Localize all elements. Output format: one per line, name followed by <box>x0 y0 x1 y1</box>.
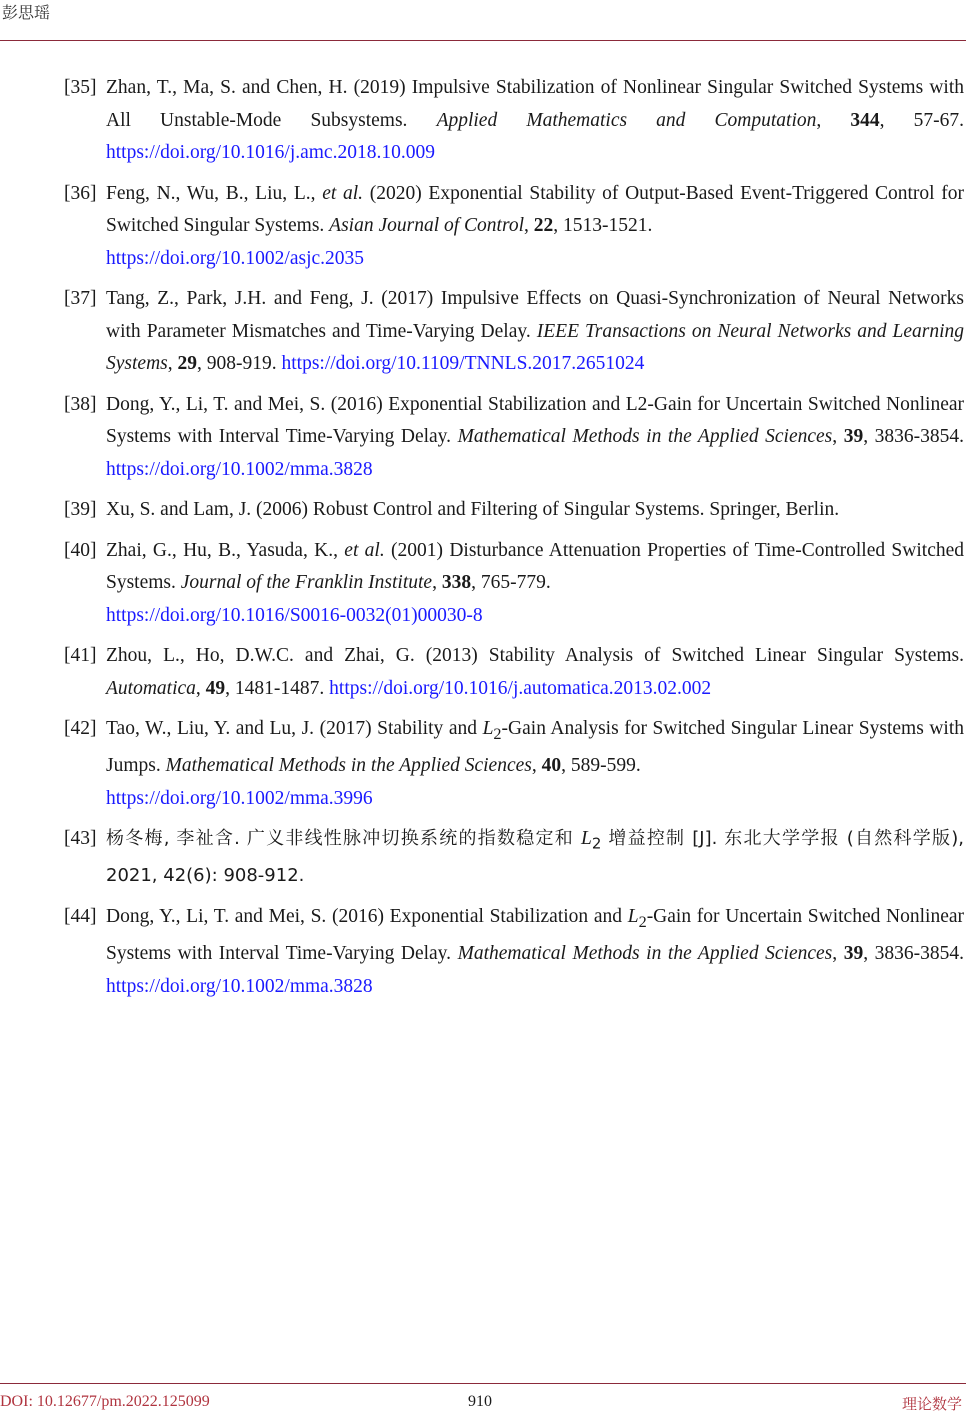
reference-doi-link[interactable]: https://doi.org/10.1016/j.automatica.2013.02.002 <box>329 677 712 699</box>
reference-number: [41] <box>64 645 97 666</box>
reference-body: Tao, W., Liu, Y. and Lu, J. (2017) Stability and $L_2$-Gain Analysis for Switched Singular Linear Systems with Jumps. Mathematical Methods in the Applied Sciences, 40, 589-599. https://doi.org/10.1002/mma.3996 <box>106 713 964 815</box>
reference-journal: Automatica <box>106 677 196 699</box>
math-symbol: L <box>627 905 639 927</box>
reference-body: Zhai, G., Hu, B., Yasuda, K., et al. (2001) Disturbance Attenuation Properties of Time-Controlled Switched Systems. Journal of the Franklin Institute, 338, 765-779. https://doi.org/10.1016/S0016-0032(01)00030-8 <box>106 535 964 633</box>
reference-number: [42] <box>64 718 97 739</box>
reference-body: Zhou, L., Ho, D.W.C. and Zhai, G. (2013) Stability Analysis of Switched Linear Singular Systems. Automatica, 49, 1481-1487. https://doi.org/10.1016/j.automatica.2013.02.002 <box>106 645 964 699</box>
reference-text: 杨冬梅, 李祉含. 广义非线性脉冲切换系统的指数稳定和 <box>106 828 574 850</box>
reference-text: 增益控制 [J]. 东北大学学报 (自然科学版), 2021, 42(6): 908-912. <box>106 828 964 887</box>
reference-number: [37] <box>64 288 97 309</box>
reference-authors-title: Zhan, T., Ma, S. and Chen, H. (2019) Impulsive Stabilization of Nonlinear Singular Switched Systems with All Unstable-Mode Subsystems. <box>106 77 964 131</box>
reference-volume: 29 <box>177 353 197 374</box>
reference-item-41 <box>64 640 964 705</box>
reference-pages: , 3836-3854. <box>863 943 965 965</box>
reference-doi-link[interactable]: https://doi.org/10.1109/TNNLS.2017.2651024 <box>281 353 645 374</box>
reference-doi-link[interactable]: https://doi.org/10.1016/j.amc.2018.10.009 <box>106 142 435 163</box>
reference-journal: Mathematical Methods in the Applied Sciences <box>457 426 833 447</box>
reference-journal: Mathematical Methods in the Applied Sciences <box>165 755 532 777</box>
reference-journal: Asian Journal of Control <box>329 215 525 236</box>
page-number: 910 <box>468 1393 492 1410</box>
reference-body: Dong, Y., Li, T. and Mei, S. (2016) Exponential Stabilization and $L_2$-Gain for Uncertain Switched Nonlinear Systems with Interval Time-Varying Delay. Mathematical Methods in the Applied Sciences, 39, 3836-3854. https://doi.org/10.1002/mma.3828 <box>106 905 965 997</box>
reference-number: [44] <box>64 905 97 927</box>
reference-volume: 338 <box>441 572 472 593</box>
reference-pages: , 589-599. <box>561 755 641 777</box>
reference-item-44 <box>64 901 964 1003</box>
reference-body: Dong, Y., Li, T. and Mei, S. (2016) Exponential Stabilization and L2-Gain for Uncertain Switched Nonlinear Systems with Interval Time-Varying Delay. Mathematical Methods in the Applied Sciences, 39, 3836-3854. https://doi.org/10.1002/mma.3828 <box>106 393 965 480</box>
reference-journal: Mathematical Methods in the Applied Sciences <box>457 943 833 965</box>
reference-volume: 39 <box>843 426 864 447</box>
reference-body: Feng, N., Wu, B., Liu, L., et al. (2020) Exponential Stability of Output-Based Event-Triggered Control for Switched Singular Systems. Asian Journal of Control, 22, 1513-1521. https://doi.org/10.1002/asjc.2035 <box>106 178 964 276</box>
math-symbol: L <box>580 828 592 850</box>
header-divider <box>0 40 966 41</box>
reference-etal: et al. <box>322 182 364 204</box>
reference-etal: et al. <box>344 539 385 561</box>
reference-pages: , 1513-1521. <box>553 215 653 236</box>
reference-authors-title: Tang, Z., Park, J.H. and Feng, J. (2017) Impulsive Effects on Quasi-Synchronization of Neural Networks with Parameter Mismatches and Time-Varying Delay. <box>106 288 964 342</box>
reference-number: [38] <box>64 393 97 415</box>
footer-divider <box>0 1383 966 1384</box>
reference-item-38 <box>64 389 964 487</box>
math-subscript: 2 <box>591 834 602 853</box>
reference-doi-link[interactable]: https://doi.org/10.1002/mma.3996 <box>106 787 373 809</box>
reference-item-39 <box>64 494 964 527</box>
reference-title: -Gain for Uncertain Switched Nonlinear Systems with Interval Time-Varying Delay. <box>106 905 965 965</box>
reference-number: [36] <box>64 182 97 204</box>
reference-number: [43] <box>64 828 97 850</box>
reference-number: [39] <box>64 499 97 520</box>
reference-item-36 <box>64 178 964 276</box>
reference-doi-link[interactable]: https://doi.org/10.1002/mma.3828 <box>106 458 373 480</box>
reference-item-40 <box>64 535 964 633</box>
reference-number: [40] <box>64 539 97 561</box>
reference-item-35 <box>64 72 964 170</box>
reference-title: (2001) Disturbance Attenuation Properties of Time-Controlled Switched Systems. <box>106 539 965 593</box>
reference-item-37 <box>64 283 964 381</box>
reference-title: -Gain Analysis for Switched Singular Linear Systems with Jumps. <box>106 718 965 777</box>
reference-item-42 <box>64 713 964 815</box>
math-subscript: 2 <box>638 912 647 931</box>
reference-body: Tang, Z., Park, J.H. and Feng, J. (2017) Impulsive Effects on Quasi-Synchronization of Neural Networks with Parameter Mismatches and Time-Varying Delay. IEEE Transactions on Neural Networks and Learning Systems, 29, 908-919. https://doi.org/10.1109/TNNLS.2017.2651024 <box>106 288 965 374</box>
math-subscript: 2 <box>493 724 502 743</box>
reference-authors: Tao, W., Liu, Y. and Lu, J. (2017) Stability and <box>106 718 477 739</box>
reference-doi-link[interactable]: https://doi.org/10.1002/asjc.2035 <box>106 247 365 269</box>
reference-title: (2020) Exponential Stability of Output-Based Event-Triggered Control for Switched Singular Systems. <box>106 182 965 236</box>
reference-volume: 22 <box>533 215 554 236</box>
reference-volume: 40 <box>541 755 562 777</box>
reference-body <box>106 823 964 893</box>
footer-doi: DOI: 10.12677/pm.2022.125099 <box>0 1393 210 1410</box>
reference-volume: 39 <box>843 943 864 965</box>
reference-authors: Zhai, G., Hu, B., Yasuda, K., <box>106 539 338 561</box>
reference-body: Zhan, T., Ma, S. and Chen, H. (2019) Impulsive Stabilization of Nonlinear Singular Switched Systems with All Unstable-Mode Subsystems. Applied Mathematics and Computation, 344, 57-67. https://doi.org/10.1016/j.amc.2018.10.009 <box>106 77 965 163</box>
reference-volume: 344 <box>850 109 880 131</box>
reference-authors: Feng, N., Wu, B., Liu, L., <box>106 182 316 204</box>
header-author: 彭思瑶 <box>2 3 51 22</box>
reference-journal: Applied Mathematics and Computation <box>436 109 817 131</box>
reference-journal: IEEE Transactions on Neural Networks and Learning Systems <box>106 320 965 374</box>
reference-pages: , 57-67. <box>879 109 965 131</box>
reference-number: [35] <box>64 77 97 98</box>
reference-authors: Dong, Y., Li, T. and Mei, S. (2016) Exponential Stabilization and <box>106 905 622 927</box>
reference-pages: , 908-919. <box>197 353 277 374</box>
reference-authors-title: Zhou, L., Ho, D.W.C. and Zhai, G. (2013) Stability Analysis of Switched Linear Singular Systems. <box>106 645 964 666</box>
reference-pages: , 765-779. <box>471 572 551 593</box>
reference-body: Xu, S. and Lam, J. (2006) Robust Control and Filtering of Singular Systems. Springer, Berlin. <box>106 499 840 520</box>
reference-pages: , 1481-1487. <box>225 677 325 699</box>
reference-doi-link[interactable]: https://doi.org/10.1002/mma.3828 <box>106 975 373 997</box>
math-symbol: L <box>482 718 494 739</box>
reference-pages: , 3836-3854. <box>863 426 965 447</box>
footer-journal-name: 理论数学 <box>901 1395 962 1413</box>
reference-item-43 <box>64 823 964 893</box>
reference-volume: 49 <box>205 677 226 699</box>
reference-journal: Journal of the Franklin Institute <box>180 572 433 593</box>
reference-list <box>64 72 964 1011</box>
reference-authors-title: Dong, Y., Li, T. and Mei, S. (2016) Exponential Stabilization and L2-Gain for Uncertain Switched Nonlinear Systems with Interval Time-Varying Delay. <box>106 393 964 447</box>
reference-doi-link[interactable]: https://doi.org/10.1016/S0016-0032(01)00030-8 <box>106 604 483 626</box>
